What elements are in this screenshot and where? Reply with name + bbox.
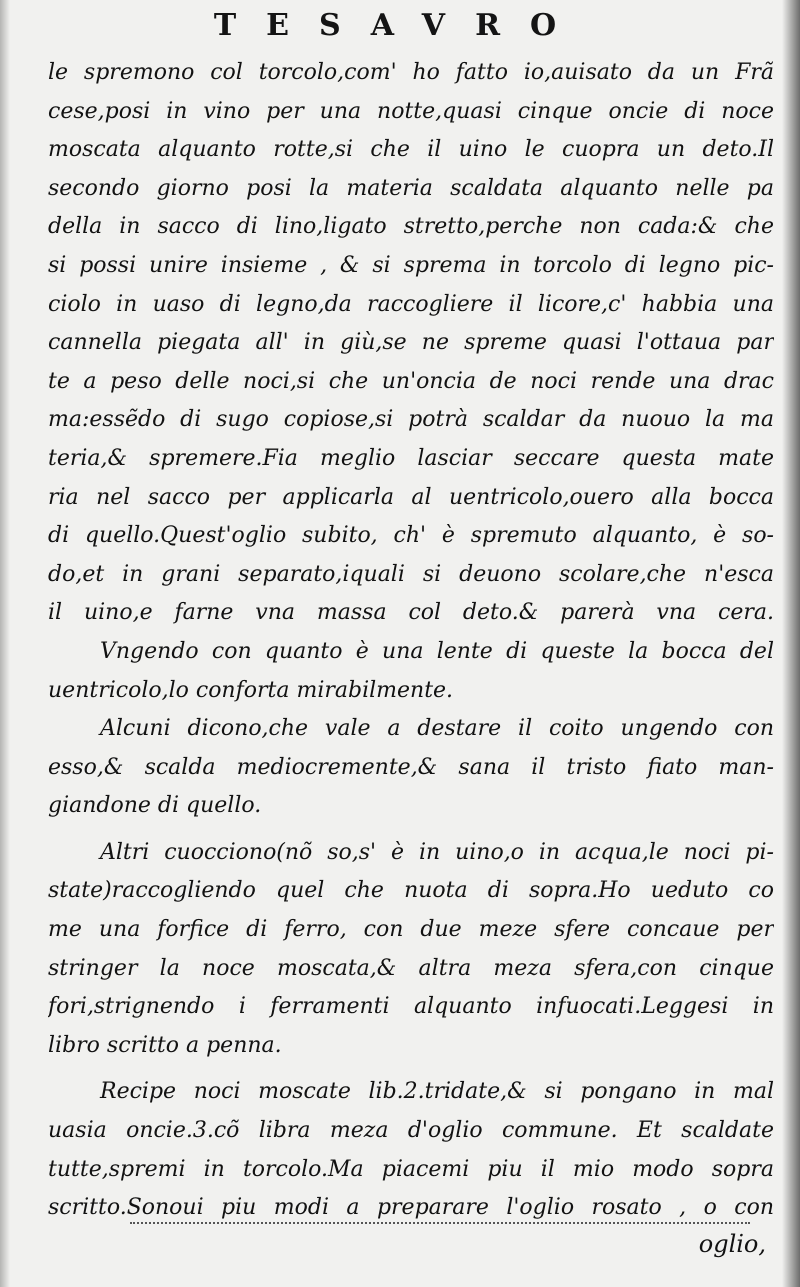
text-line: ria nel sacco per applicarla al uentricolo,ouero alla bocca: [48, 484, 774, 510]
text-line: do,et in grani separato,iquali si deuono scolare,che n'esca: [48, 561, 774, 587]
text-line: Vngendo con quanto è una lente di queste la bocca del: [100, 638, 774, 664]
text-line: stringer la noce moscata,& altra meza sfera,con cinque: [48, 955, 774, 981]
text-line: il uino,e farne vna massa col deto.& parerà vna cera.: [48, 600, 774, 626]
body-text: [48, 54, 774, 1228]
text-line: libro scritto a penna.: [48, 1032, 282, 1058]
text-line: Recipe noci moscate lib.2.tridate,& si pongano in mal: [100, 1079, 774, 1105]
text-line: si possi unire insieme , & si sprema in torcolo di legno pic-: [48, 252, 774, 278]
text-line: cannella piegata all' in giù,se ne spreme quasi l'ottaua par: [48, 330, 774, 356]
text-line: moscata alquanto rotte,si che il uino le cuopra un deto.Il: [48, 137, 774, 163]
text-line: Alcuni dicono,che vale a destare il coito ungendo con: [100, 716, 774, 742]
text-line: uentricolo,lo conforta mirabilmente.: [48, 677, 454, 703]
text-line: te a peso delle noci,si che un'oncia de noci rende una drac: [48, 368, 774, 394]
page-edge-shadow-left: [0, 0, 10, 1287]
text-line: fori,strignendo i ferramenti alquanto infuocati.Leggesi in: [48, 994, 774, 1020]
bottom-rule: [130, 1222, 750, 1224]
text-line: state)raccogliendo quel che nuota di sopra.Ho ueduto co: [48, 878, 774, 904]
page-edge-shadow-right: [782, 0, 800, 1287]
text-line: teria,& spremere.Fia meglio lasciar seccare questa mate: [48, 445, 774, 471]
text-line: uasia oncie.3.cõ libra meza d'oglio commune. Et scaldate: [48, 1118, 774, 1144]
text-line: secondo giorno posi la materia scaldata alquanto nelle pa: [48, 175, 774, 201]
text-line: di quello.Quest'oglio subito, ch' è spremuto alquanto, è so-: [48, 523, 774, 549]
text-line: scritto.Sonoui piu modi a preparare l'oglio rosato , o con: [48, 1195, 774, 1221]
text-line: giandone di quello.: [48, 793, 262, 819]
text-line: me una forfice di ferro, con due meze sfere concaue per: [48, 917, 774, 943]
text-line: le spremono col torcolo,com' ho fatto io,auisato da un Frã: [48, 60, 774, 85]
text-line: esso,& scalda mediocremente,& sana il tristo fiato man-: [48, 754, 774, 780]
text-line: Altri cuocciono(nõ so,s' è in uino,o in acqua,le noci pi-: [100, 839, 774, 865]
running-head: TESAVRO: [213, 8, 587, 43]
catchword: oglio,: [698, 1230, 766, 1258]
text-line: ma:essẽdo di sugo copiose,si potrà scaldar da nuouo la ma: [48, 407, 774, 433]
text-line: della in sacco di lino,ligato stretto,perche non cada:& che: [48, 214, 774, 240]
text-line: ciolo in uaso di legno,da raccogliere il licore,c' habbia una: [48, 291, 774, 317]
text-line: cese,posi in vino per una notte,quasi cinque oncie di noce: [48, 98, 774, 124]
text-line: tutte,spremi in torcolo.Ma piacemi piu il mio modo sopra: [48, 1156, 774, 1182]
